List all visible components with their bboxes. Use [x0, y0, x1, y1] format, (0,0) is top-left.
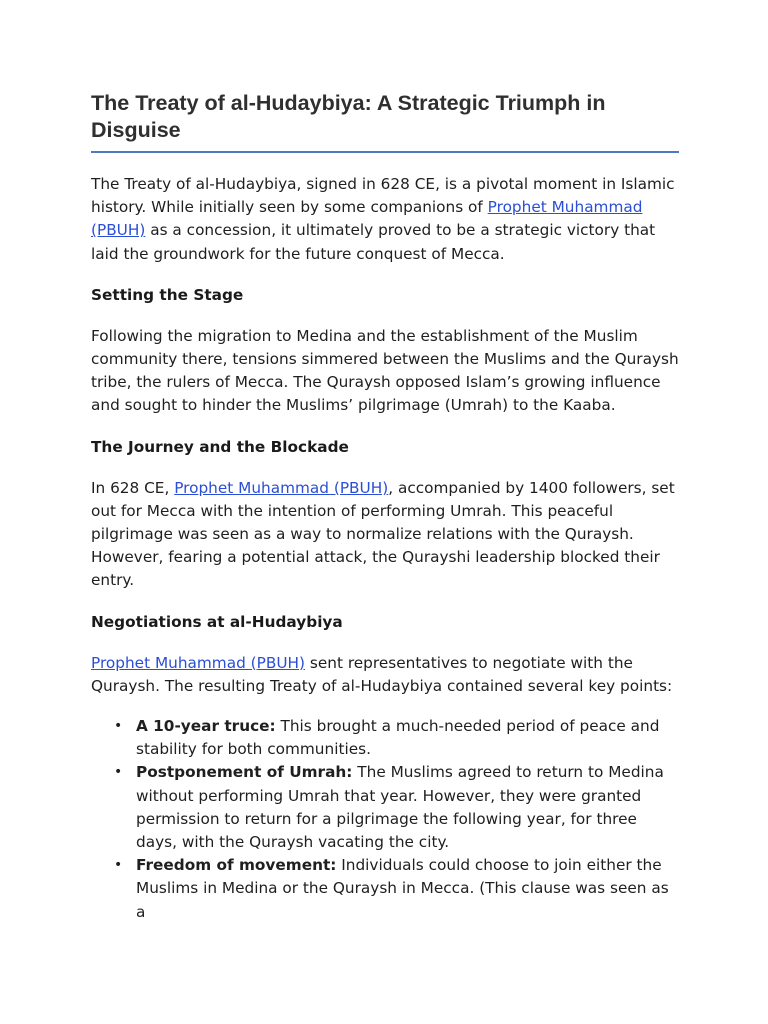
- bullet-icon: •: [114, 718, 123, 735]
- list-item: [114, 715, 679, 761]
- point-label: A 10-year truce:: [136, 717, 276, 736]
- bullet-icon: •: [114, 764, 123, 781]
- prophet-link[interactable]: Prophet Muhammad (PBUH): [91, 198, 643, 240]
- journey-text-end: , accompanied by 1400 followers, set out for Mecca with the intention of performing Umrah. This peaceful pilgrimage was seen as a way to normalize relations with the Quraysh. However, fearing a potential attack, the Qurayshi leadership blocked their entry.: [91, 478, 675, 590]
- point-label: Freedom of movement:: [136, 856, 337, 875]
- intro-paragraph: [91, 173, 679, 266]
- bullet-icon: •: [114, 857, 123, 874]
- intro-text-end: as a concession, it ultimately proved to be a strategic victory that laid the groundwork for the future conquest of Mecca.: [91, 221, 656, 263]
- negotiations-paragraph: [91, 652, 679, 698]
- list-item: [114, 854, 679, 924]
- negotiations-text: sent representatives to negotiate with the Quraysh. The resulting Treaty of al-Hudaybiya contained several key points:: [91, 653, 673, 695]
- prophet-link[interactable]: Prophet Muhammad (PBUH): [174, 478, 389, 497]
- prophet-link[interactable]: Prophet Muhammad (PBUH): [91, 653, 306, 672]
- key-points-list: [91, 715, 679, 924]
- article: [91, 90, 679, 924]
- list-item: [114, 761, 679, 854]
- section-heading-negotiations: Negotiations at al-Hudaybiya: [91, 612, 343, 631]
- point-text: Individuals could choose to join either the Muslims in Medina or the Quraysh in Mecca. (This clause was seen as a: [136, 856, 669, 921]
- point-label: Postponement of Umrah:: [136, 763, 353, 782]
- section-heading-journey: The Journey and the Blockade: [91, 437, 349, 456]
- journey-paragraph: [91, 477, 679, 593]
- point-text: The Muslims agreed to return to Medina without performing Umrah that year. However, they were granted permission to return for a pilgrimage the following year, for three days, with the Quraysh vacating the city.: [136, 763, 664, 852]
- point-text: This brought a much-needed period of peace and stability for both communities.: [136, 717, 660, 759]
- section-heading-setting-stage: Setting the Stage: [91, 285, 244, 304]
- page-title: The Treaty of al-Hudaybiya: A Strategic Triumph in Disguise: [91, 90, 679, 153]
- intro-text-start: The Treaty of al-Hudaybiya, signed in 628 CE, is a pivotal moment in Islamic history. While initially seen by some companions of: [91, 175, 675, 217]
- setting-stage-paragraph: Following the migration to Medina and the establishment of the Muslim community there, tensions simmered between the Muslims and the Quraysh tribe, the rulers of Mecca. The Quraysh opposed Islam’s growing influence and sought to hinder the Muslims’ pilgrimage (Umrah) to the Kaaba.: [91, 326, 679, 415]
- journey-text-start: In 628 CE,: [91, 478, 175, 497]
